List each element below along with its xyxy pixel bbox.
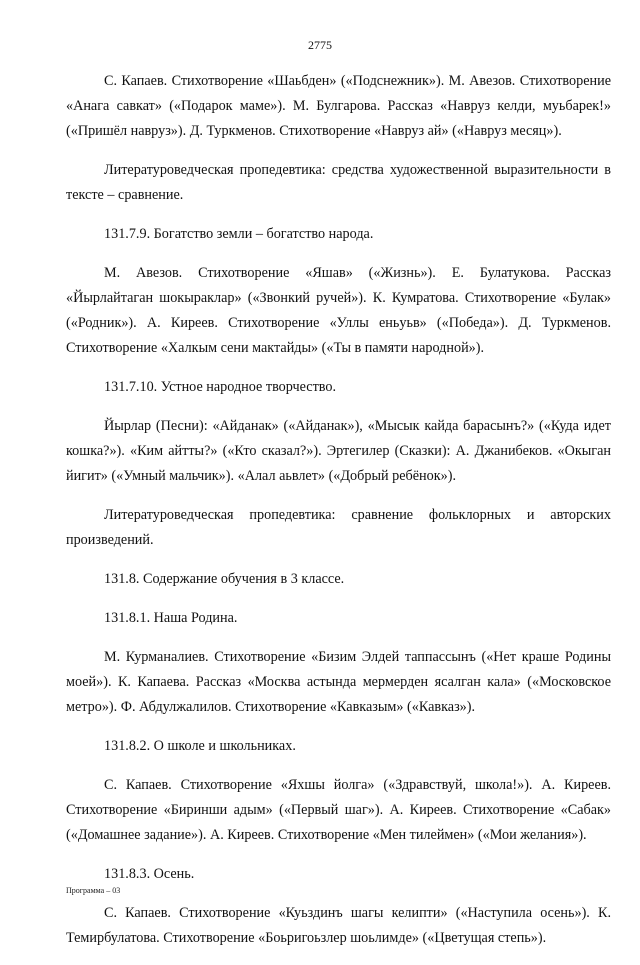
section-heading: 131.7.9. Богатство земли – богатство народа.	[104, 226, 374, 242]
paragraph: М. Авезов. Стихотворение «Яшав» («Жизнь»). Е. Булатукова. Рассказ «Йырлайтаган шокыраклар» («Звонкий ручей»). К. Кумратова. Стихотворение «Булак» («Родник»). А. Киреев. Стихотворение «Уллы еньуьв» («Победа»). Д. Туркменов. Стихотворение «Халкым сени мактайды» («Ты в памяти народной»).	[66, 265, 611, 356]
page-footer: Программа – 03	[66, 886, 121, 895]
paragraph: С. Капаев. Стихотворение «Шаьбден» («Подснежник»). М. Авезов. Стихотворение «Анага савкат» («Подарок маме»). М. Булгарова. Рассказ «Навруз келди, муьбарек!» («Пришёл навруз»). Д. Туркменов. Стихотворение «Навруз ай» («Навруз месяц»).	[66, 73, 611, 139]
paragraph: С. Капаев. Стихотворение «Куьздинъ шагы келипти» («Наступила осень»). К. Темирбулатова. Стихотворение «Боьригоьзлер шоьлимде» («Цветущая степь»).	[66, 905, 611, 946]
paragraph: С. Капаев. Стихотворение «Яхшы йолга» («Здравствуй, школа!»). А. Киреев. Стихотворение «Биринши адым» («Первый шаг»). А. Киреев. Стихотворение «Сабак» («Домашнее задание»). А. Киреев. Стихотворение «Мен тилеймен» («Мои желания»).	[66, 777, 611, 843]
page-number: 2775	[308, 38, 332, 52]
paragraph: Йырлар (Песни): «Айданак» («Айданак»), «Мысык кайда барасынъ?» («Куда идет кошка?»). «Ким айтты?» («Кто сказал?»). Эртегилер (Сказки): А. Джанибеков. «Окыган йигит» («Умный мальчик»). «Алал аьвлет» («Добрый ребёнок»).	[66, 418, 611, 484]
section-heading: 131.8.1. Наша Родина.	[104, 610, 238, 626]
paragraph: Литературоведческая пропедевтика: средства художественной выразительности в тексте – сравнение.	[66, 162, 611, 203]
paragraph: М. Курманалиев. Стихотворение «Бизим Элдей таппассынъ («Нет краше Родины моей»). К. Капаева. Рассказ «Москва астында мермерден ясалган кала» («Московское метро»). Ф. Абдулжалилов. Стихотворение «Кавказым» («Кавказ»).	[66, 649, 611, 715]
section-heading: 131.7.10. Устное народное творчество.	[104, 379, 337, 395]
document-body	[66, 69, 611, 965]
section-heading: 131.8.3. Осень.	[104, 866, 195, 882]
section-heading: 131.8.2. О школе и школьниках.	[104, 738, 296, 754]
section-heading: 131.8. Содержание обучения в 3 классе.	[104, 571, 345, 587]
paragraph: Литературоведческая пропедевтика: сравнение фольклорных и авторских произведений.	[66, 507, 611, 548]
